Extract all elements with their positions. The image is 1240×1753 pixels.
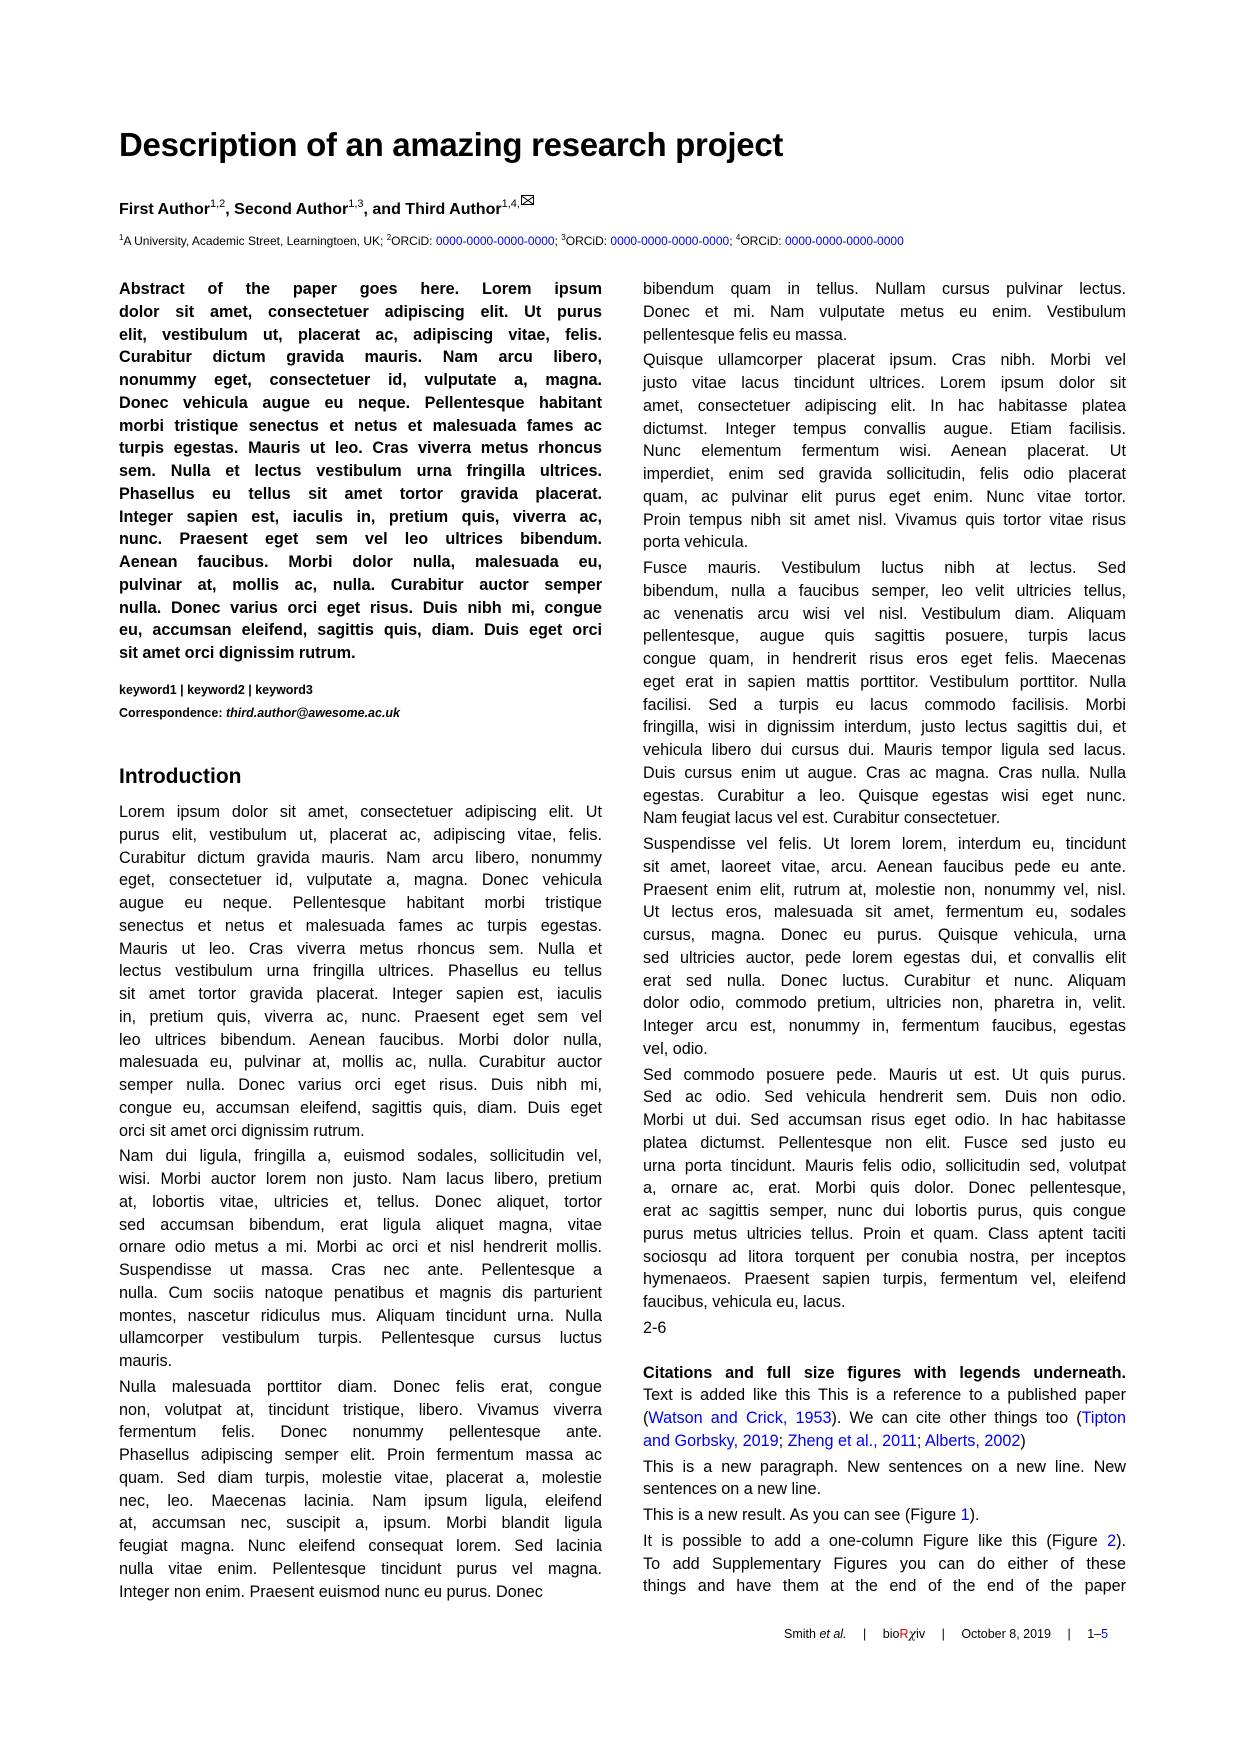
paragraph-line: Abstract of the paper goes here. Lorem ipsum [119, 280, 602, 298]
paragraph-line: erat ac sagittis semper, nunc dui lobortis purus, quis congue [643, 1202, 1126, 1220]
citation-tipton[interactable]: Tipton [1081, 1409, 1126, 1427]
paragraph-line: Morbi ut dui. Sed accumsan risus eget odio. In hac habitasse [643, 1111, 1126, 1129]
paragraph-line: justo vitae lacus tincidunt ultrices. Lorem ipsum dolor sit [643, 374, 1126, 392]
paragraph-line: Proin tempus nibh sit amet nisl. Vivamus quis tortor vitae risus [643, 510, 1126, 529]
paragraph-line: congue eu, accumsan eleifend, sagittis quis, diam. Duis eget [119, 1098, 602, 1117]
paragraph-line: ac venenatis arcu wisi vel nisl. Vestibulum diam. Aliquam [643, 604, 1126, 623]
paragraph-line: nulla. Donec varius orci eget risus. Duis nibh mi, congue [119, 598, 602, 617]
footer-separator: | [1067, 1627, 1071, 1641]
text: ) [1020, 1431, 1026, 1450]
paragraph-line: ornare odio metus a mi. Morbi ac orci et nisl hendrerit mollis. [119, 1238, 602, 1257]
paragraph-line: Praesent enim elit, rutrum at, molestie non, nonummy vel, nisl. [643, 880, 1126, 899]
paragraph-line: in, pretium quis, viverra ac, nunc. Praesent eget sem vel [119, 1007, 602, 1026]
orcid-label: ORCiD: [565, 234, 611, 248]
paragraph-line: Phasellus adipiscing semper elit. Proin fermentum massa ac [119, 1446, 602, 1464]
paragraph-line: eget, consectetuer id, vulputate a, magna. Donec vehicula [119, 871, 602, 890]
paragraph-line [643, 1407, 1126, 1430]
journal-logo-part: iv [916, 1627, 926, 1641]
paragraph [119, 1376, 602, 1604]
orcid-label: ORCiD: [391, 234, 436, 248]
affiliation-number: 1 [119, 233, 124, 242]
last-page-link[interactable]: 5 [1101, 1627, 1109, 1641]
text: ; [778, 1431, 788, 1450]
paragraph [643, 278, 1126, 349]
author-name: Second Author [234, 201, 349, 218]
paragraph-line: dictumst. Integer tempus convallis augue. Etiam facilisis. [643, 419, 1126, 438]
separator: ; [554, 234, 562, 248]
abstract [119, 278, 602, 665]
paragraph-line: nonummy eget, consectetuer id, vulputate a, magna. [119, 371, 602, 389]
paragraph-line: porta vehicula. [643, 533, 749, 552]
paragraph-line: congue quam, in hendrerit risus eros eget felis. Maecenas [643, 650, 1126, 668]
paragraph-line: erat sed nulla. Donec luctus. Curabitur et nunc. Aliquam [643, 971, 1126, 990]
paragraph-line: dolor odio, commodo pretium, ultricies non, pharetra in, velit. [643, 994, 1126, 1013]
paragraph-line: vehicula libero dui cursus dui. Mauris tempor ligula sed lacus. [643, 741, 1126, 759]
journal-logo-part: bio [882, 1627, 900, 1641]
paragraph-line: Suspendisse ut massa. Cras nec ante. Pellentesque a [119, 1261, 602, 1279]
paragraph-line: dolor sit amet, consectetuer adipiscing elit. Ut purus [119, 302, 602, 321]
journal-logo-part: R [899, 1627, 909, 1641]
paragraph-line: fermentum felis. Donec nonummy pellentesque ante. [119, 1423, 602, 1442]
paragraph-line: Lorem ipsum dolor sit amet, consectetuer adipiscing elit. Ut [119, 803, 602, 821]
paragraph-line: a, ornare ac, erat. Morbi quis dolor. Donec pellentesque, [643, 1179, 1126, 1198]
footer-separator: | [863, 1627, 867, 1641]
keywords: keyword1 | keyword2 | keyword3 [119, 683, 313, 697]
author-list [119, 195, 534, 219]
paragraph-line: This is a new paragraph. New sentences on a new line. New [643, 1457, 1126, 1476]
page-footer [784, 1626, 1108, 1641]
author-affiliation-marks: 1,3 [348, 198, 364, 210]
paragraph-line: orci sit amet orci dignissim rutrum. [119, 1121, 365, 1140]
paragraph-line: imperdiet, enim sed gravida sollicitudin, felis odio placerat [643, 465, 1126, 483]
paragraph-line: egestas. Curabitur a leo. Quisque egestas wisi eget nunc. [643, 786, 1126, 805]
paragraph-line: vel, odio. [643, 1039, 708, 1058]
subsection-heading-citations: Citations and full size figures with legends underneath. [643, 1363, 1126, 1382]
paragraph [643, 833, 1126, 1064]
paragraph-line: lectus vestibulum urna fringilla ultrices. Phasellus eu tellus [119, 962, 602, 981]
paragraph-line: purus elit, vestibulum ut, placerat ac, adipiscing vitae, felis. [119, 825, 602, 844]
paragraph-line: To add Supplementary Figures you can do either of these [643, 1554, 1126, 1573]
paragraph-line: non, volutpat at, tincidunt tristique, libero. Vivamus viverra [119, 1400, 602, 1419]
paragraph-line: bibendum, nulla a faucibus semper, leo velit ultricies tellus, [643, 581, 1126, 600]
paragraph-line: faucibus, vehicula eu, lacus. [643, 1293, 846, 1311]
affiliations [119, 234, 904, 248]
footer-author: Smith [784, 1627, 820, 1641]
affiliation-number: 2 [386, 233, 392, 242]
paragraph-line: elit, vestibulum ut, placerat ac, adipiscing vitae, felis. [119, 325, 602, 344]
journal-logo [883, 1627, 925, 1641]
paragraph-line: wisi. Morbi auctor lorem non justo. Nam lacus libero, pretium [119, 1170, 602, 1188]
spacer [643, 1340, 1126, 1362]
figure-2-link[interactable]: 2 [1107, 1531, 1117, 1550]
paragraph-line: sem. Nulla et lectus vestibulum urna fringilla ultrices. [119, 462, 602, 480]
affiliation-text: A University, Academic Street, Learningtoen, UK; [123, 234, 387, 248]
footer-date: October 8, 2019 [961, 1627, 1051, 1641]
paragraph-line: quam. Sed diam turpis, molestie vitae, placerat a, molestie [119, 1468, 602, 1487]
paragraph-line: bibendum quam in tellus. Nullam cursus pulvinar lectus. [643, 280, 1126, 298]
correspondence [119, 706, 400, 720]
paragraph-line: pellentesque, augue quis sagittis posuere, turpis lacus [643, 627, 1126, 646]
paragraph-line: eget erat in sapien mattis porttitor. Vestibulum porttitor. Nulla [643, 672, 1126, 691]
figure-1-link[interactable]: 1 [960, 1506, 970, 1524]
paragraph-line [643, 1504, 1126, 1527]
paragraph [119, 1145, 602, 1376]
paragraph-line: Integer sapien est, iaculis in, pretium quis, viverra ac, [119, 507, 602, 526]
paragraph-line: semper nulla. Donec varius orci eget risus. Duis nibh mi, [119, 1076, 602, 1094]
author-name: Third Author [405, 201, 502, 218]
paragraph-line: senectus et netus et malesuada fames ac turpis egestas. [119, 916, 602, 935]
paragraph-line: Fusce mauris. Vestibulum luctus nibh at lectus. Sed [643, 559, 1126, 577]
paragraph-line: Donec et mi. Nam vulputate metus eu enim. Vestibulum [643, 302, 1126, 321]
paragraph [643, 1064, 1126, 1317]
paragraph-line: cursus, magna. Donec eu purus. Quisque vehicula, urna [643, 926, 1126, 944]
paragraph-line: mauris. [119, 1352, 173, 1370]
footer-et-al: et al. [819, 1627, 847, 1641]
page-number-start: 1– [1087, 1627, 1102, 1641]
citation-tipton-cont[interactable]: and Gorbsky, 2019 [643, 1431, 779, 1450]
paragraph-line: things and have them at the end of the end of the paper [643, 1577, 1126, 1596]
paragraph [643, 557, 1126, 833]
paragraph-line: morbi tristique senectus et netus et malesuada fames ac [119, 416, 602, 435]
introduction-body [119, 801, 602, 1603]
text: It is possible to add a one-column Figure like this (Figure [643, 1531, 1108, 1550]
paragraph-line: sed ultricies auctor, pede lorem egestas dui, et convallis elit [643, 948, 1126, 967]
paragraph-line: nulla. Cum sociis natoque penatibus et magnis dis parturient [119, 1283, 602, 1302]
author-affiliation-marks: 1,2 [209, 198, 226, 210]
paragraph-line: quam, ac pulvinar elit purus eget enim. Nunc vitae tortor. [643, 487, 1126, 506]
paragraph-line: eu, accumsan eleifend, sagittis quis, diam. Duis eget orci [119, 621, 602, 640]
paragraph-line: Phasellus eu tellus sit amet tortor gravida placerat. [119, 484, 602, 503]
paragraph-line: platea dictumst. Pellentesque non elit. Fusce sed justo eu [643, 1133, 1126, 1152]
paragraph-line: nulla vitae enim. Pellentesque tincidunt purus vel magna. [119, 1559, 602, 1578]
paragraph-line: amet, consectetuer adipiscing elit. In hac habitasse platea [643, 396, 1126, 415]
paragraph-line: fringilla, wisi in dignissim interdum, justo lectus sagittis dui, et [643, 718, 1126, 737]
paragraph-line: ullamcorper vestibulum turpis. Pellentesque cursus luctus [119, 1329, 602, 1348]
paper-title: Description of an amazing research project [119, 126, 784, 163]
citation-zheng[interactable]: Zheng et al., 2011 [787, 1431, 917, 1450]
paragraph-line: nunc. Praesent eget sem vel leo ultrices bibendum. [119, 530, 602, 549]
paragraph-line: Duis cursus enim ut augue. Cras ac magna. Cras nulla. Nulla [643, 763, 1126, 782]
paragraph-line: Nam dui ligula, fringilla a, euismod sodales, sollicitudin vel, [119, 1147, 602, 1166]
affiliation-number: 3 [561, 233, 566, 242]
paragraph-line: Integer non enim. Praesent euismod nunc eu purus. Donec [119, 1582, 543, 1601]
paragraph-line: sit amet tortor gravida placerat. Integer sapien est, iaculis [119, 985, 602, 1003]
separator: ; [729, 234, 736, 248]
paragraph-line: Nunc elementum fermentum wisi. Aenean placerat. Ut [643, 442, 1126, 461]
orcid-link[interactable]: 0000-0000-0000-0000 [610, 234, 730, 248]
correspondence-label: Correspondence: [119, 706, 226, 720]
paragraph [119, 801, 602, 1145]
paragraph-line: Suspendisse vel felis. Ut lorem lorem, interdum eu, tincidunt [643, 835, 1126, 853]
text: ; [916, 1431, 925, 1450]
paragraph-line: augue eu neque. Pellentesque habitant morbi tristique [119, 894, 602, 912]
paragraph-line: Curabitur dictum gravida mauris. Nam arcu libero, [119, 348, 602, 367]
paragraph-line: Quisque ullamcorper placerat ipsum. Cras nibh. Morbi vel [643, 351, 1126, 370]
right-column [643, 278, 1126, 1598]
paragraph-line: pellentesque felis eu massa. [643, 325, 848, 344]
page-number [1087, 1627, 1108, 1641]
paragraph-line: Sed ac odio. Sed vehicula hendrerit sem. Duis non odio. [643, 1088, 1126, 1107]
journal-logo-part: χ [908, 1626, 917, 1641]
paragraph-line: sit amet orci dignissim rutrum. [119, 644, 356, 662]
paragraph-line: Curabitur dictum gravida mauris. Nam arcu libero, nonummy [119, 848, 602, 867]
paragraph-line [643, 1530, 1126, 1553]
page-range-note: 2-6 [643, 1318, 667, 1337]
text: ). [1116, 1531, 1126, 1550]
paragraph-line: facilisi. Sed a turpis eu lacus commodo facilisis. Morbi [643, 695, 1126, 714]
text: This is a new result. As you can see (Figure [643, 1506, 961, 1524]
paragraph-line: turpis egestas. Mauris ut leo. Cras viverra metus rhoncus [119, 439, 602, 458]
paragraph-line: Donec vehicula augue eu neque. Pellentesque habitant [119, 393, 602, 412]
orcid-link[interactable]: 0000-0000-0000-0000 [784, 234, 904, 248]
paragraph-line: Aenean faucibus. Morbi dolor nulla, malesuada eu, [119, 553, 602, 571]
paragraph-line: Text is added like this This is a reference to a published paper [643, 1386, 1126, 1405]
paragraph-line: Mauris ut leo. Cras viverra metus rhoncus sem. Nulla et [119, 939, 602, 958]
paragraph-line: pulvinar at, mollis ac, nulla. Curabitur auctor semper [119, 575, 602, 594]
paragraph-line: feugiat magna. Nunc eleifend consequat lorem. Sed lacinia [119, 1537, 602, 1555]
paragraph-line: montes, nascetur ridiculus mus. Aliquam tincidunt urna. Nulla [119, 1306, 602, 1325]
citation-watson-crick[interactable]: Watson and Crick, 1953 [648, 1409, 832, 1427]
paragraph-line: malesuada eu, pulvinar at, mollis ac, nulla. Curabitur auctor [119, 1053, 602, 1072]
right-column-body [643, 278, 1126, 1317]
envelope-icon [521, 195, 534, 205]
paragraph-line: at, lobortis vitae, ultricies et, tellus. Donec aliquet, tortor [119, 1192, 602, 1211]
author-separator: , [225, 201, 235, 218]
paragraph [643, 349, 1126, 557]
paragraph-line: urna porta tincidunt. Mauris felis odio, sollicitudin sed, volutpat [643, 1156, 1126, 1175]
author-name: First Author [119, 201, 210, 218]
paragraph-line: purus metus ultricies tellus. Proin et quam. Class aptent taciti [643, 1224, 1126, 1243]
paragraph-line: hymenaeos. Praesent sapien turpis, fermentum vel, eleifend [643, 1270, 1126, 1289]
paragraph-line: Sed commodo posuere pede. Mauris ut est. Ut quis purus. [643, 1065, 1126, 1084]
orcid-label: ORCiD: [740, 234, 785, 248]
paragraph-line [643, 1430, 1126, 1453]
paragraph-line: at, accumsan nec, suscipit a, ipsum. Morbi blandit ligula [119, 1514, 602, 1533]
paragraph-line: sit amet, laoreet vitae, arcu. Aenean faucibus pede eu ante. [643, 857, 1126, 876]
paragraph-line: nec, leo. Maecenas lacinia. Nam ipsum ligula, eleifend [119, 1491, 602, 1510]
footer-separator: | [941, 1627, 945, 1641]
paragraph-line: sociosqu ad litora torquent per conubia nostra, per inceptos [643, 1247, 1126, 1266]
text: ). We can cite other things too ( [831, 1409, 1082, 1427]
paragraph-line: Nam feugiat lacus vel est. Curabitur consectetuer. [643, 809, 1001, 828]
paragraph-line: leo ultrices bibendum. Aenean faucibus. Morbi dolor nulla, [119, 1030, 602, 1049]
citation-alberts[interactable]: Alberts, 2002 [924, 1431, 1021, 1450]
section-heading-introduction: Introduction [119, 765, 242, 788]
text: ). [969, 1506, 980, 1524]
correspondence-email[interactable]: third.author@awesome.ac.uk [225, 706, 401, 720]
paragraph-line: sentences on a new line. [643, 1480, 822, 1499]
author-affiliation-marks: 1,4, [501, 198, 520, 210]
affiliation-number: 4 [735, 233, 741, 242]
paragraph-line: Nulla malesuada porttitor diam. Donec felis erat, congue [119, 1377, 602, 1396]
author-separator: , and [363, 201, 406, 218]
orcid-link[interactable]: 0000-0000-0000-0000 [435, 234, 555, 248]
paragraph-line: Integer arcu est, nonummy in, fermentum faucibus, egestas [643, 1017, 1126, 1035]
text: ( [643, 1409, 649, 1427]
paragraph-line: Ut lectus eros, malesuada sit amet, fermentum eu, sodales [643, 903, 1126, 922]
paragraph-line: sed accumsan bibendum, erat ligula aliquet magna, vitae [119, 1215, 602, 1234]
